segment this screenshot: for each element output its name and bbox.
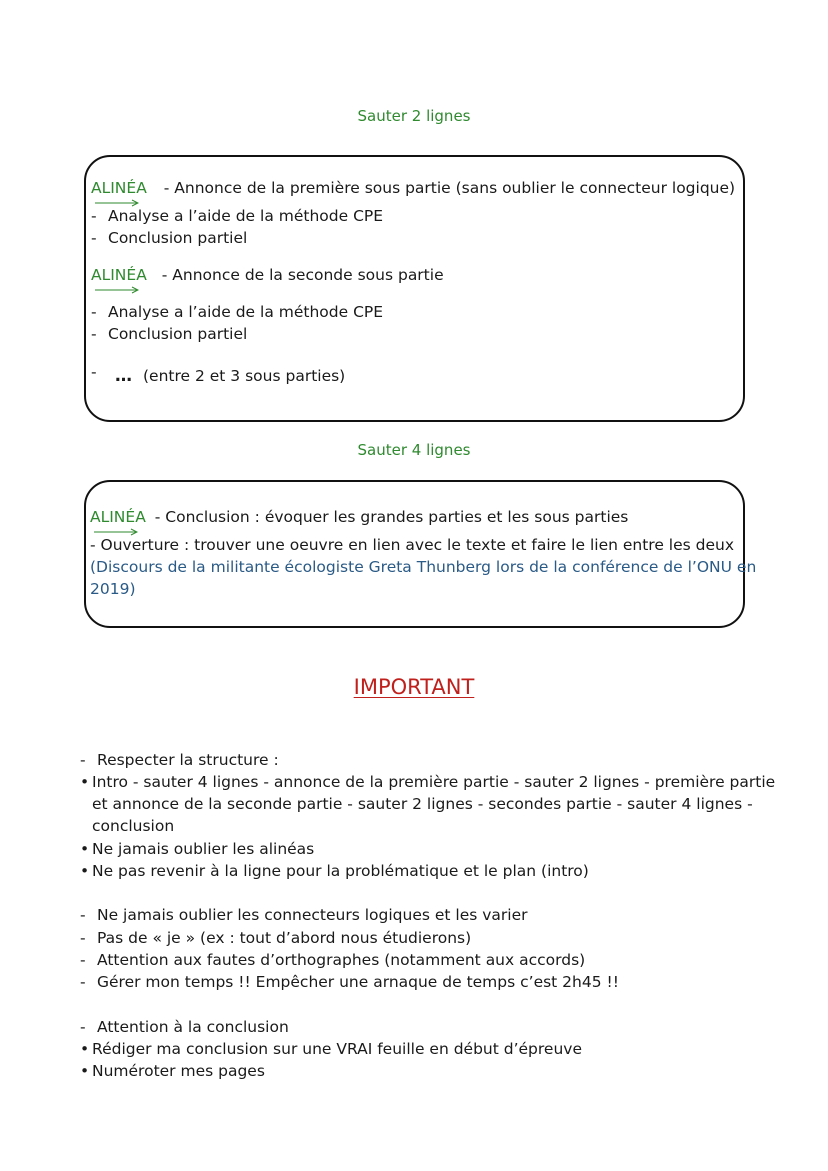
important-title: IMPORTANT — [353, 675, 475, 699]
bullet-marker: • — [80, 862, 90, 880]
list-item-je — [80, 928, 472, 948]
box2-line-1 — [90, 507, 628, 527]
important-heading — [0, 675, 828, 699]
dash-marker: - — [80, 1018, 86, 1036]
list-item-text: Ne jamais oublier les connecteurs logiques et les varier — [97, 906, 528, 924]
dash-marker: - — [80, 973, 86, 991]
box1-line-2-text: Analyse a l’aide de la méthode CPE — [108, 207, 384, 225]
list-item-alineas — [80, 839, 315, 859]
alinea-marker — [91, 265, 147, 285]
list-item-text: Gérer mon temps !! Empêcher une arnaque de temps c’est 2h45 !! — [97, 973, 619, 991]
box1-line-7-text: (entre 2 et 3 sous parties) — [143, 367, 346, 385]
box1-line-7 — [91, 362, 346, 386]
list-item-pages — [80, 1061, 265, 1081]
alinea-label: ALINÉA — [91, 179, 147, 197]
box2-line-4: 2019) — [90, 580, 136, 598]
dash-marker: - — [91, 207, 97, 225]
box1-line-4-text: - Annonce de la seconde sous partie — [161, 266, 444, 284]
list-item-text: Ne jamais oublier les alinéas — [92, 840, 315, 858]
dash-marker: - — [80, 906, 86, 924]
list-item-text: Attention aux fautes d’orthographes (notamment aux accords) — [97, 951, 586, 969]
list-item-text: Respecter la structure : — [97, 751, 279, 769]
dash-marker: - — [80, 929, 86, 947]
list-item-orthographe — [80, 950, 586, 970]
skip-two-lines-note: Sauter 2 lignes — [357, 107, 471, 125]
list-item-conclusion — [80, 1017, 289, 1037]
list-item-problematique — [80, 861, 589, 881]
box1-line-1-text: - Annonce de la première sous partie (sans oublier le connecteur logique) — [163, 179, 736, 197]
dash-marker: - — [91, 325, 97, 343]
list-item-text: Numéroter mes pages — [92, 1062, 265, 1080]
list-item-feuille — [80, 1039, 582, 1059]
dash-marker: - — [91, 303, 97, 321]
box1-line-3 — [91, 228, 248, 248]
box1-line-3-text: Conclusion partiel — [108, 229, 248, 247]
box1-line-4 — [91, 265, 444, 285]
box2-line-2: - Ouverture : trouver une oeuvre en lien avec le texte et faire le lien entre les deux — [90, 536, 734, 554]
dash-marker: - — [91, 363, 97, 381]
dash-marker: - — [91, 229, 97, 247]
box1-line-2 — [91, 206, 384, 226]
box1-line-6-text: Conclusion partiel — [108, 325, 248, 343]
bullet-marker: • — [80, 1040, 90, 1058]
alinea-label: ALINÉA — [91, 266, 147, 284]
alinea-label: ALINÉA — [90, 508, 146, 526]
list-item-temps — [80, 972, 619, 992]
bullet-marker: • — [80, 840, 90, 858]
box1-line-1 — [91, 178, 735, 198]
list-item-connecteurs — [80, 905, 528, 925]
list-item-intro-cont-2: conclusion — [92, 817, 175, 835]
bullet-marker: • — [80, 773, 90, 791]
list-item-structure — [80, 750, 279, 770]
list-item-intro — [80, 772, 776, 792]
alinea-marker — [91, 178, 147, 198]
arrow-right-icon — [95, 286, 139, 294]
alinea-marker — [90, 507, 146, 527]
list-item-text: Attention à la conclusion — [97, 1018, 289, 1036]
list-item-text: Pas de « je » (ex : tout d’abord nous étudierons) — [97, 929, 472, 947]
list-item-intro-cont-1: et annonce de la seconde partie - sauter 2 lignes - secondes partie - sauter 4 lignes - — [92, 795, 753, 813]
list-item-text: Ne pas revenir à la ligne pour la problématique et le plan (intro) — [92, 862, 589, 880]
dash-marker: - — [80, 951, 86, 969]
box2-line-3: (Discours de la militante écologiste Greta Thunberg lors de la conférence de l’ONU en — [90, 558, 757, 576]
box1-line-6 — [91, 324, 248, 344]
box2-line-1-text: - Conclusion : évoquer les grandes parties et les sous parties — [154, 508, 629, 526]
skip-four-lines-note: Sauter 4 lignes — [357, 441, 471, 459]
ellipsis: … — [115, 366, 133, 386]
bullet-marker: • — [80, 1062, 90, 1080]
dash-marker: - — [80, 751, 86, 769]
box1-line-5-text: Analyse a l’aide de la méthode CPE — [108, 303, 384, 321]
list-item-text: Rédiger ma conclusion sur une VRAI feuille en début d’épreuve — [92, 1040, 582, 1058]
list-item-text: Intro - sauter 4 lignes - annonce de la première partie - sauter 2 lignes - première partie — [92, 773, 776, 791]
box1-line-5 — [91, 302, 384, 322]
